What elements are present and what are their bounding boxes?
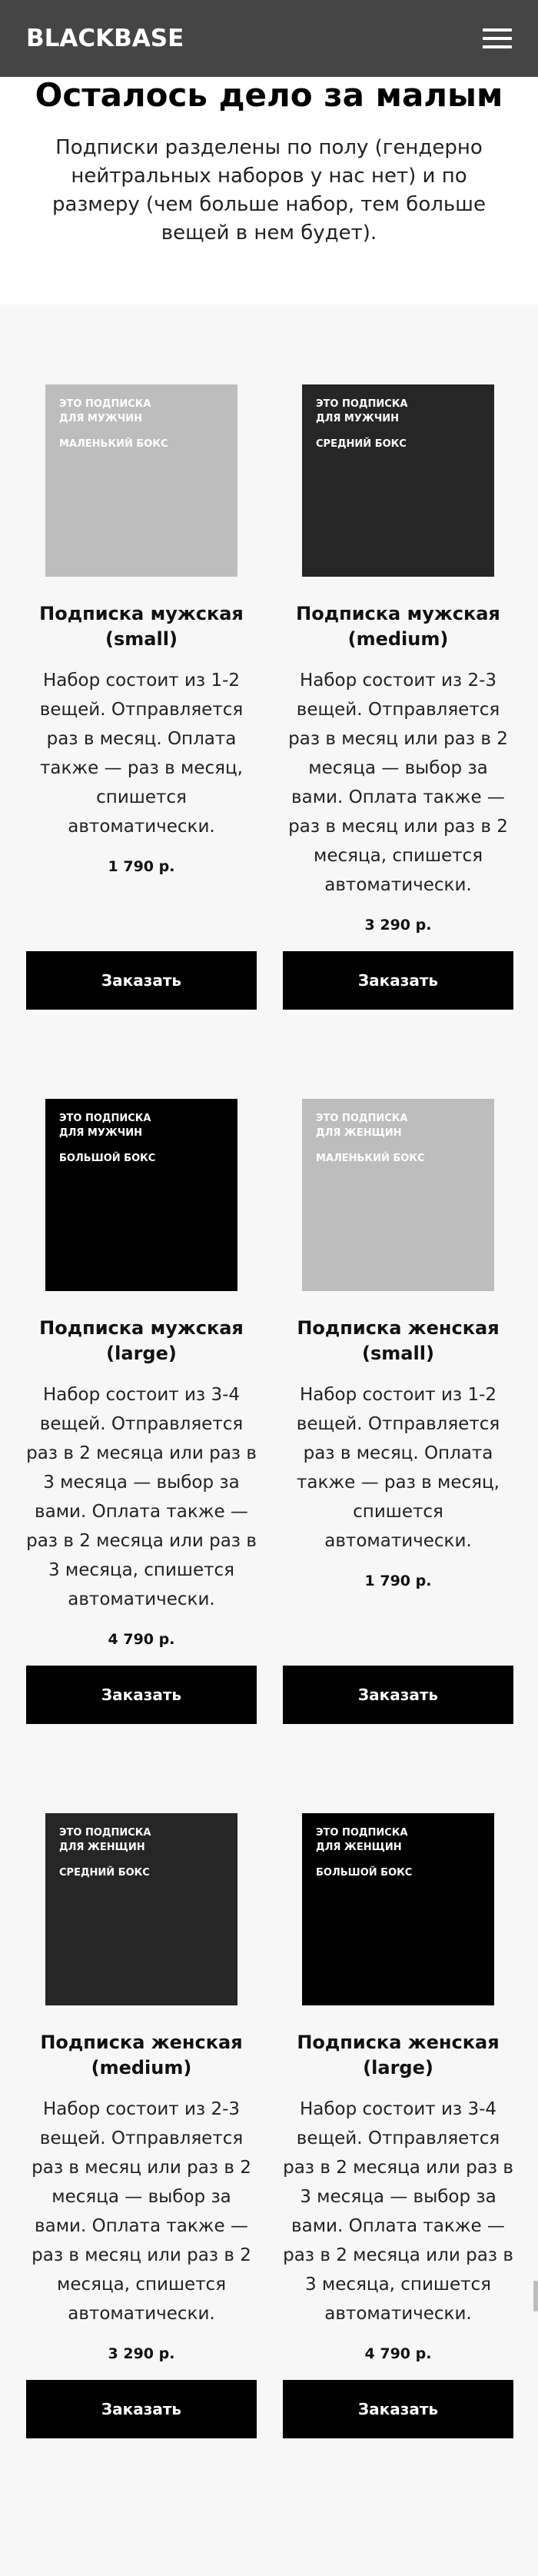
- order-button[interactable]: Заказать: [26, 2380, 257, 2438]
- product-price: 1 790 р.: [364, 1573, 432, 1589]
- hamburger-icon[interactable]: [483, 28, 512, 48]
- product-description: Набор состоит из 2-3 вещей. Отправляется раз в месяц или раз в 2 месяца — выбор за вами. Оплата также — раз в месяц или раз в 2 месяца, спишется автоматически.: [288, 671, 508, 895]
- order-button[interactable]: Заказать: [283, 951, 513, 1010]
- product-title[interactable]: Подписка мужская (medium): [296, 603, 500, 650]
- intro-text: Подписки разделены по полу (гендерно нейтральных наборов у нас нет) и по размеру (чем больше набор, тем больше вещей в нем будет).: [52, 136, 486, 245]
- order-button[interactable]: Заказать: [283, 1666, 513, 1724]
- product-title[interactable]: Подписка женская (medium): [40, 2032, 243, 2078]
- product-price: 1 790 р.: [108, 858, 175, 875]
- hamburger-line: [483, 28, 512, 32]
- product-card-men-medium: [283, 384, 513, 934]
- site-logo[interactable]: BLACKBASE: [26, 25, 184, 52]
- product-price: 4 790 р.: [108, 1631, 175, 1648]
- box-size: МАЛЕНЬКИЙ БОКС: [59, 438, 168, 450]
- box-size: СРЕДНИЙ БОКС: [316, 438, 407, 450]
- box-size: МАЛЕНЬКИЙ БОКС: [316, 1153, 425, 1164]
- product-description: Набор состоит из 1-2 вещей. Отправляется раз в месяц. Оплата также — раз в месяц, спишется автоматически.: [296, 1385, 500, 1551]
- box-image-medium[interactable]: [45, 1813, 237, 2005]
- intro-section: [0, 77, 538, 305]
- product-title[interactable]: Подписка мужская (small): [39, 603, 244, 650]
- product-title[interactable]: Подписка женская (large): [297, 2032, 500, 2078]
- site-header: [0, 0, 538, 77]
- subscription-catalog: [0, 305, 538, 2576]
- scrollbar-thumb[interactable]: [533, 2281, 538, 2311]
- hamburger-line: [483, 45, 512, 48]
- box-image-dark[interactable]: [302, 1813, 494, 2005]
- product-card-women-medium: [26, 1813, 257, 2362]
- product-title[interactable]: Подписка мужская (large): [39, 1317, 244, 1364]
- box-image-dark[interactable]: [45, 1099, 237, 1291]
- box-caption: ЭТО ПОДПИСКА ДЛЯ ЖЕНЩИН: [316, 1113, 408, 1139]
- product-price: 4 790 р.: [364, 2345, 432, 2362]
- box-caption: ЭТО ПОДПИСКА ДЛЯ ЖЕНЩИН: [316, 1827, 408, 1853]
- product-card-men-large: [26, 1099, 257, 1648]
- product-price: 3 290 р.: [108, 2345, 175, 2362]
- product-description: Набор состоит из 1-2 вещей. Отправляется раз в месяц. Оплата также — раз в месяц, спишется автоматически.: [39, 671, 244, 837]
- product-card-women-small: [283, 1099, 513, 1589]
- product-description: Набор состоит из 3-4 вещей. Отправляется раз в 2 месяца или раз в 3 месяца — выбор за вами. Оплата также — раз в 2 месяца или раз в 3 месяца, спишется автоматически.: [283, 2099, 513, 2324]
- product-title[interactable]: Подписка женская (small): [297, 1317, 500, 1364]
- box-image-light[interactable]: [302, 1099, 494, 1291]
- product-card-men-small: [26, 384, 257, 875]
- page-title: Осталось дело за малым: [35, 76, 503, 114]
- product-description: Набор состоит из 3-4 вещей. Отправляется раз в 2 месяца или раз в 3 месяца — выбор за вами. Оплата также — раз в 2 месяца или раз в 3 месяца, спишется автоматически.: [26, 1385, 257, 1609]
- order-button[interactable]: Заказать: [26, 1666, 257, 1724]
- box-size: БОЛЬШОЙ БОКС: [316, 1867, 413, 1879]
- box-image-medium[interactable]: [302, 384, 494, 577]
- box-caption: ЭТО ПОДПИСКА ДЛЯ МУЖЧИН: [316, 398, 408, 424]
- box-image-light[interactable]: [45, 384, 237, 577]
- box-caption: ЭТО ПОДПИСКА ДЛЯ МУЖЧИН: [59, 398, 151, 424]
- product-card-women-large: [283, 1813, 513, 2362]
- product-price: 3 290 р.: [364, 917, 432, 934]
- box-size: СРЕДНИЙ БОКС: [59, 1867, 150, 1879]
- order-button[interactable]: Заказать: [283, 2380, 513, 2438]
- product-description: Набор состоит из 2-3 вещей. Отправляется раз в месяц или раз в 2 месяца — выбор за вами. Оплата также — раз в месяц или раз в 2 месяца, спишется автоматически.: [32, 2099, 251, 2324]
- order-button[interactable]: Заказать: [26, 951, 257, 1010]
- box-caption: ЭТО ПОДПИСКА ДЛЯ ЖЕНЩИН: [59, 1827, 151, 1853]
- hamburger-line: [483, 37, 512, 40]
- box-size: БОЛЬШОЙ БОКС: [59, 1153, 156, 1164]
- box-caption: ЭТО ПОДПИСКА ДЛЯ МУЖЧИН: [59, 1113, 151, 1139]
